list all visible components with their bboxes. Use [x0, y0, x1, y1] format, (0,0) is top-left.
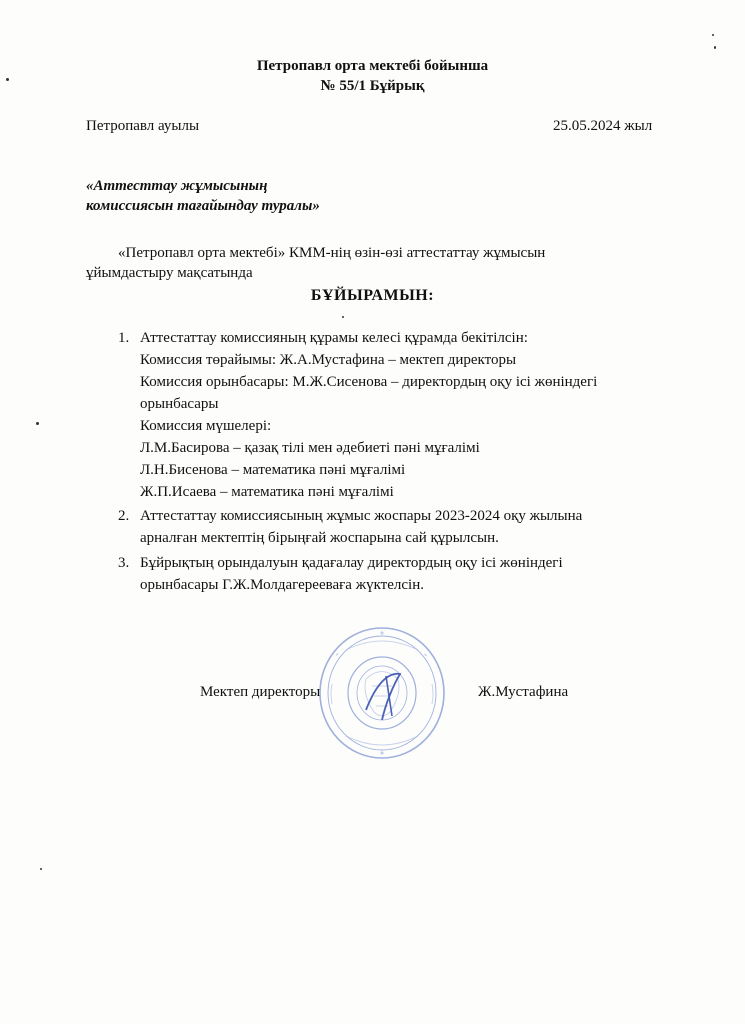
item-1-line: Комиссия төрайымы: Ж.А.Мустафина – мектеп директоры [140, 352, 517, 368]
scan-speck [40, 868, 42, 870]
item-2-line: арналған мектептің бірыңғай жоспарына сай құрылсын. [140, 530, 499, 546]
item-3-number: 3. [118, 555, 130, 571]
item-2-number: 2. [118, 508, 130, 524]
header-school-line: Петропавл орта мектебі бойынша [256, 58, 489, 74]
scan-speck [36, 422, 39, 425]
subject-line-1: «Аттесттау жұмысының [86, 178, 268, 194]
header-order-number: № 55/1 Бұйрық [320, 78, 425, 94]
item-1-line: Ж.П.Исаева – математика пәні мұғалімі [140, 484, 394, 500]
item-1-number: 1. [118, 330, 130, 346]
item-1-line: Л.М.Басирова – қазақ тілі мен әдебиеті пәні мұғалімі [140, 440, 480, 456]
signature-role: Мектеп директоры [200, 684, 321, 700]
scan-speck [6, 78, 9, 81]
order-heading: БҰЙЫРАМЫН: [310, 287, 435, 304]
item-1-line: Аттестаттау комиссияның құрамы келесі құрамда бекітілсін: [140, 330, 528, 346]
item-3-line: Бұйрықтың орындалуын қадағалау директордың оқу ісі жөніндегі [140, 555, 563, 571]
scan-speck [712, 34, 714, 36]
item-1-line: Комиссия мүшелері: [140, 418, 272, 434]
document-date: 25.05.2024 жыл [553, 118, 653, 134]
item-1-line: Л.Н.Бисенова – математика пәні мұғалімі [140, 462, 406, 478]
scan-speck [714, 46, 716, 49]
item-1-line: орынбасары [140, 396, 219, 412]
item-1-line: Комиссия орынбасары: М.Ж.Сисенова – директордың оқу ісі жөніндегі [140, 374, 598, 390]
scan-speck [342, 316, 344, 318]
item-2-line: Аттестаттау комиссиясының жұмыс жоспары 2023-2024 оқу жылына [140, 508, 583, 524]
place-name: Петропавл ауылы [86, 118, 200, 134]
intro-line-2: ұйымдастыру мақсатында [86, 265, 253, 281]
signature-name: Ж.Мустафина [478, 684, 569, 700]
official-seal-stamp [316, 624, 448, 762]
intro-line-1: «Петропавл орта мектебі» КММ-нің өзін-өзі аттестаттау жұмысын [118, 245, 546, 261]
subject-line-2: комиссиясын тағайындау туралы» [86, 198, 320, 214]
item-3-line: орынбасары Г.Ж.Молдагерееваға жүктелсін. [140, 577, 424, 593]
